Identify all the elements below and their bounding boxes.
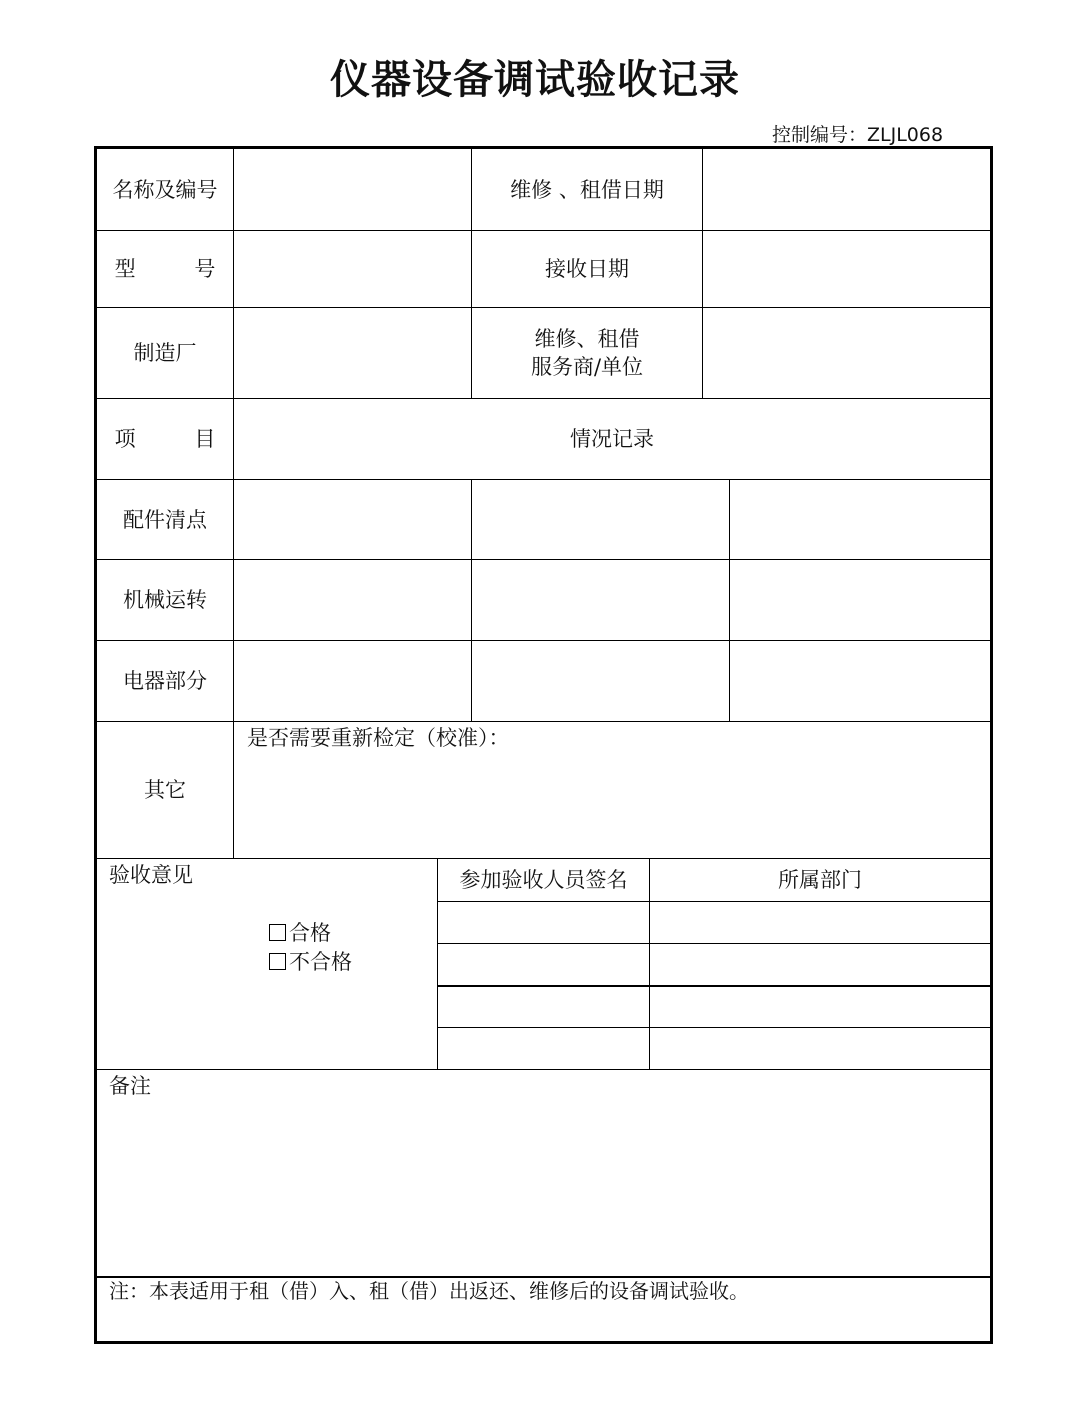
fail-checkbox[interactable]: 不合格 (269, 948, 352, 976)
manufacturer-field[interactable] (234, 308, 471, 398)
mechanical-field-3[interactable] (730, 560, 990, 640)
pass-checkbox[interactable]: 合格 (269, 919, 331, 947)
recalibration-question: 是否需要重新检定（校准）： (247, 726, 510, 750)
service-provider-field[interactable] (703, 308, 990, 398)
repair-rent-date-label: 维修 、租借日期 (510, 177, 664, 202)
manufacturer-label: 制造厂 (133, 341, 197, 365)
electrical-field-2[interactable] (472, 641, 729, 721)
mechanical-field-2[interactable] (472, 560, 729, 640)
signature-row-divider (437, 985, 990, 987)
electrical-label: 电器部分 (123, 669, 207, 693)
service-provider-label: 维修、租借 服务商/单位 (530, 327, 644, 379)
checkbox-icon (269, 924, 286, 941)
model-label: 型 号 (114, 257, 242, 281)
checkbox-icon (269, 953, 286, 970)
control-number: 控制编号：ZLJL068 (772, 124, 944, 146)
remarks-label: 备注 (109, 1074, 151, 1098)
signature-row-divider (437, 1027, 990, 1028)
accessories-field-3[interactable] (730, 480, 990, 559)
receive-date-label: 接收日期 (545, 257, 629, 281)
name-field[interactable] (234, 149, 471, 230)
signature-header: 参加验收人员签名 (459, 868, 628, 892)
record-label: 情况记录 (570, 427, 654, 451)
accessories-field-1[interactable] (234, 480, 471, 559)
accessories-label: 配件清点 (123, 507, 207, 532)
signature-row-divider (437, 901, 990, 902)
item-label: 项 目 (114, 427, 242, 451)
electrical-field-1[interactable] (234, 641, 471, 721)
repair-rent-date-field[interactable] (703, 149, 990, 230)
footnote: 注：本表适用于租（借）入、租（借）出返还、维修后的设备调试验收。 (109, 1279, 749, 1303)
model-field[interactable] (234, 231, 471, 307)
receive-date-field[interactable] (703, 231, 990, 307)
mechanical-label: 机械运转 (123, 588, 207, 612)
electrical-field-3[interactable] (730, 641, 990, 721)
name-label: 名称及编号 (112, 177, 218, 202)
row-divider (97, 1069, 990, 1070)
accessories-field-2[interactable] (472, 480, 729, 559)
other-label: 其它 (144, 778, 186, 802)
signature-row-divider (437, 943, 990, 944)
mechanical-field-1[interactable] (234, 560, 471, 640)
acceptance-opinion-label: 验收意见 (109, 863, 193, 887)
department-header: 所属部门 (778, 868, 862, 892)
acceptance-form (94, 146, 993, 1344)
page-title: 仪器设备调试验收记录 (330, 57, 740, 103)
